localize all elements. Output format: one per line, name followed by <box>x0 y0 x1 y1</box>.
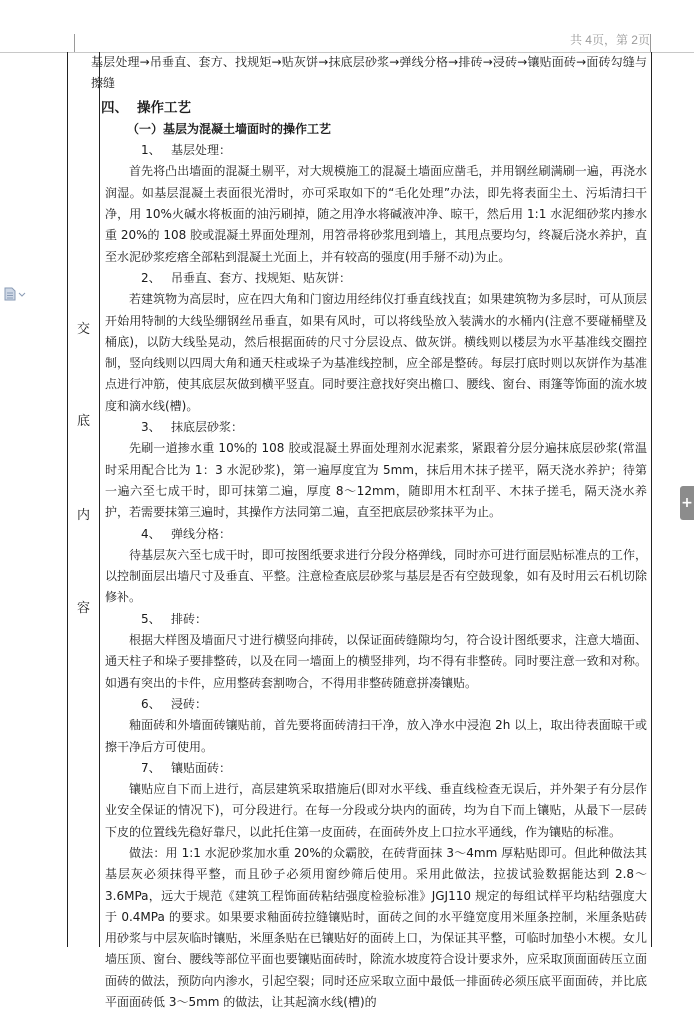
plus-icon[interactable]: + <box>680 486 694 520</box>
step-title: 吊垂直、套方、找规矩、贴灰饼： <box>171 270 352 285</box>
step-heading <box>105 140 647 161</box>
step-paragraph: 待基层灰六至七成干时，即可按图纸要求进行分段分格弹线，同时亦可进行面层贴标准点的工作，以控制面层出墙尺寸及垂直、平整。注意检查底层砂浆与基层是否有空鼓现象，如有及时用云石机切除修补。 <box>105 547 647 605</box>
label-char: 容 <box>76 601 90 616</box>
step-title: 镶贴面砖： <box>171 760 232 775</box>
label-char: 底 <box>76 414 90 429</box>
label-char: 内 <box>76 508 90 523</box>
label-char: 交 <box>76 322 90 337</box>
subsection-title: 基层为混凝土墙面时的操作工艺 <box>163 121 332 136</box>
section-heading <box>101 98 647 119</box>
disclosure-label-column <box>68 52 100 947</box>
document-icon[interactable] <box>4 286 26 300</box>
step-number: 6、 <box>141 696 161 711</box>
step-heading <box>105 609 647 630</box>
step-title: 抹底层砂浆： <box>171 420 244 435</box>
step-heading <box>105 524 647 545</box>
step-number: 7、 <box>141 760 161 775</box>
subsection-heading <box>105 119 647 140</box>
step-title: 基层处理： <box>171 143 232 158</box>
step-title: 排砖： <box>171 611 208 626</box>
step-heading <box>105 758 647 779</box>
subsection-number: （一） <box>127 121 164 136</box>
step-title: 浸砖： <box>171 696 208 711</box>
section-title: 操作工艺 <box>137 99 191 116</box>
step-number: 4、 <box>141 526 161 541</box>
step-heading <box>105 417 647 438</box>
process-flow: 基层处理→吊垂直、套方、找规矩→贴灰饼→抹底层砂浆→弹线分格→排砖→浸砖→镶贴面砖→面砖勾缝与擦缝 <box>91 55 647 91</box>
step-paragraph: 做法：用 1:1 水泥砂浆加水重 20%的众霸胶，在砖背面抹 3～4mm 厚粘贴即可。但此种做法其基层灰必须抹得平整，而且砂子必须用窗纱筛后使用。采用此做法，拉拔试验数据能达到 2.8～3.6MPa，远大于规范《建筑工程饰面砖粘结强度检验标准》JGJ110 规定的每组试样平均粘结强度大于 0.4MPa 的要求。如果要求釉面砖拉缝镶贴时，面砖之间的水平缝宽度用米厘条控制，米厘条贴砖用砂浆与中层灰临时镶贴，米厘条贴在已镶贴好的面砖上口，为保证其平整，可临时加垫小木楔。女儿墙压顶、窗台、腰线等部位平面也要镶贴面砖时，除流水坡度符合设计要求外，应采取顶面面砖压立面面砖的做法，预防向内渗水，引起空裂；同时还应采取立面中最低一排面砖必须压底平面面砖，并比底平面面砖低 3～5mm 的做法，让其起滴水线(槽)的 <box>105 845 647 1010</box>
step-heading <box>105 694 647 715</box>
step-number: 2、 <box>141 270 161 285</box>
step-paragraph: 根据大样图及墙面尺寸进行横竖向排砖，以保证面砖缝隙均匀，符合设计图纸要求，注意大墙面、通天柱子和垛子要排整砖，以及在同一墙面上的横竖排列，均不得有非整砖。同时要注意一致和对称。如遇有突出的卡件，应用整砖套割吻合，不得用非整砖随意拼凑镶贴。 <box>105 633 647 690</box>
step-paragraph: 先刷一道掺水重 10%的 108 胶或混凝土界面处理剂水泥素浆，紧跟着分层分遍抹底层砂浆(常温时采用配合比为 1：3 水泥砂浆)，第一遍厚度宜为 5mm，抹后用木抹子搓平，隔天浇水养护；待第一遍六至七成干时，即可抹第二遍，厚度 8～12mm，随即用木杠刮平、木抹子搓毛，隔天浇水养护，若需要抹第三遍时，其操作方法同第二遍，直至把底层砂浆抹平为止。 <box>105 441 647 520</box>
step-number: 3、 <box>141 420 161 435</box>
section-number: 四、 <box>101 99 128 116</box>
step-paragraph: 镶贴应自下而上进行，高层建筑采取措施后(即对水平线、垂直线检查无误后，并外架子有分层作业安全保证的情况下)，可分段进行。在每一分段或分块内的面砖，均为自下而上镶贴，从最下一层砖下皮的位置线先稳好靠尺，以此托住第一皮面砖，在面砖外皮上口拉水平通线，作为镶贴的标准。 <box>105 782 647 839</box>
step-paragraph: 若建筑物为高层时，应在四大角和门窗边用经纬仪打垂直线找直；如果建筑物为多层时，可从顶层开始用特制的大线坠绷钢丝吊垂直，如果有风时，可以将线坠放入装满水的水桶内(注意不要碰桶壁及桶底)，以防大线坠晃动，然后根据面砖的尺寸分层设点、做灰饼。横线则以楼层为水平基准线交圈控制，竖向线则以四周大角和通天柱或垛子为基准线控制，应全部是整砖。每层打底时则以灰饼作为基准点进行冲筋，使其底层灰做到横平竖直。同时要注意找好突出檐口、腰线、窗台、雨篷等饰面的流水坡度和滴水线(槽)。 <box>105 292 647 413</box>
page-counter: 共 4页，第 2页 <box>569 33 650 47</box>
page-header <box>0 24 694 53</box>
step-number: 5、 <box>141 611 161 626</box>
disclosure-content <box>91 52 647 1013</box>
margin-corner-mark-right <box>650 34 661 52</box>
step-paragraph: 首先将凸出墙面的混凝土剔平，对大规模施工的混凝土墙面应凿毛，并用钢丝刷满刷一遍，再浇水润湿。如基层混凝土表面很光滑时，亦可采取如下的“毛化处理”办法，即先将表面尘土、污垢清扫干净，用 10%火碱水将板面的油污刷掉，随之用净水将碱液冲净、晾干，然后用 1:1 水泥细砂浆内掺水重 20%的 108 胶或混凝土界面处理剂，用笤帚将砂浆甩到墙上，其甩点要均匀，终凝后浇水养护，直至水泥砂浆疙瘩全部粘到混凝土光面上，并有较高的强度(用手掰不动)为止。 <box>105 164 647 264</box>
step-title: 弹线分格： <box>171 526 232 541</box>
step-number: 1、 <box>141 143 161 158</box>
disclosure-table <box>67 52 652 1010</box>
margin-corner-mark-left <box>64 34 75 52</box>
step-heading <box>105 268 647 289</box>
step-paragraph: 釉面砖和外墙面砖镶贴前，首先要将面砖清扫干净，放入净水中浸泡 2h 以上，取出待表面晾干或擦干净后方可使用。 <box>105 718 647 754</box>
